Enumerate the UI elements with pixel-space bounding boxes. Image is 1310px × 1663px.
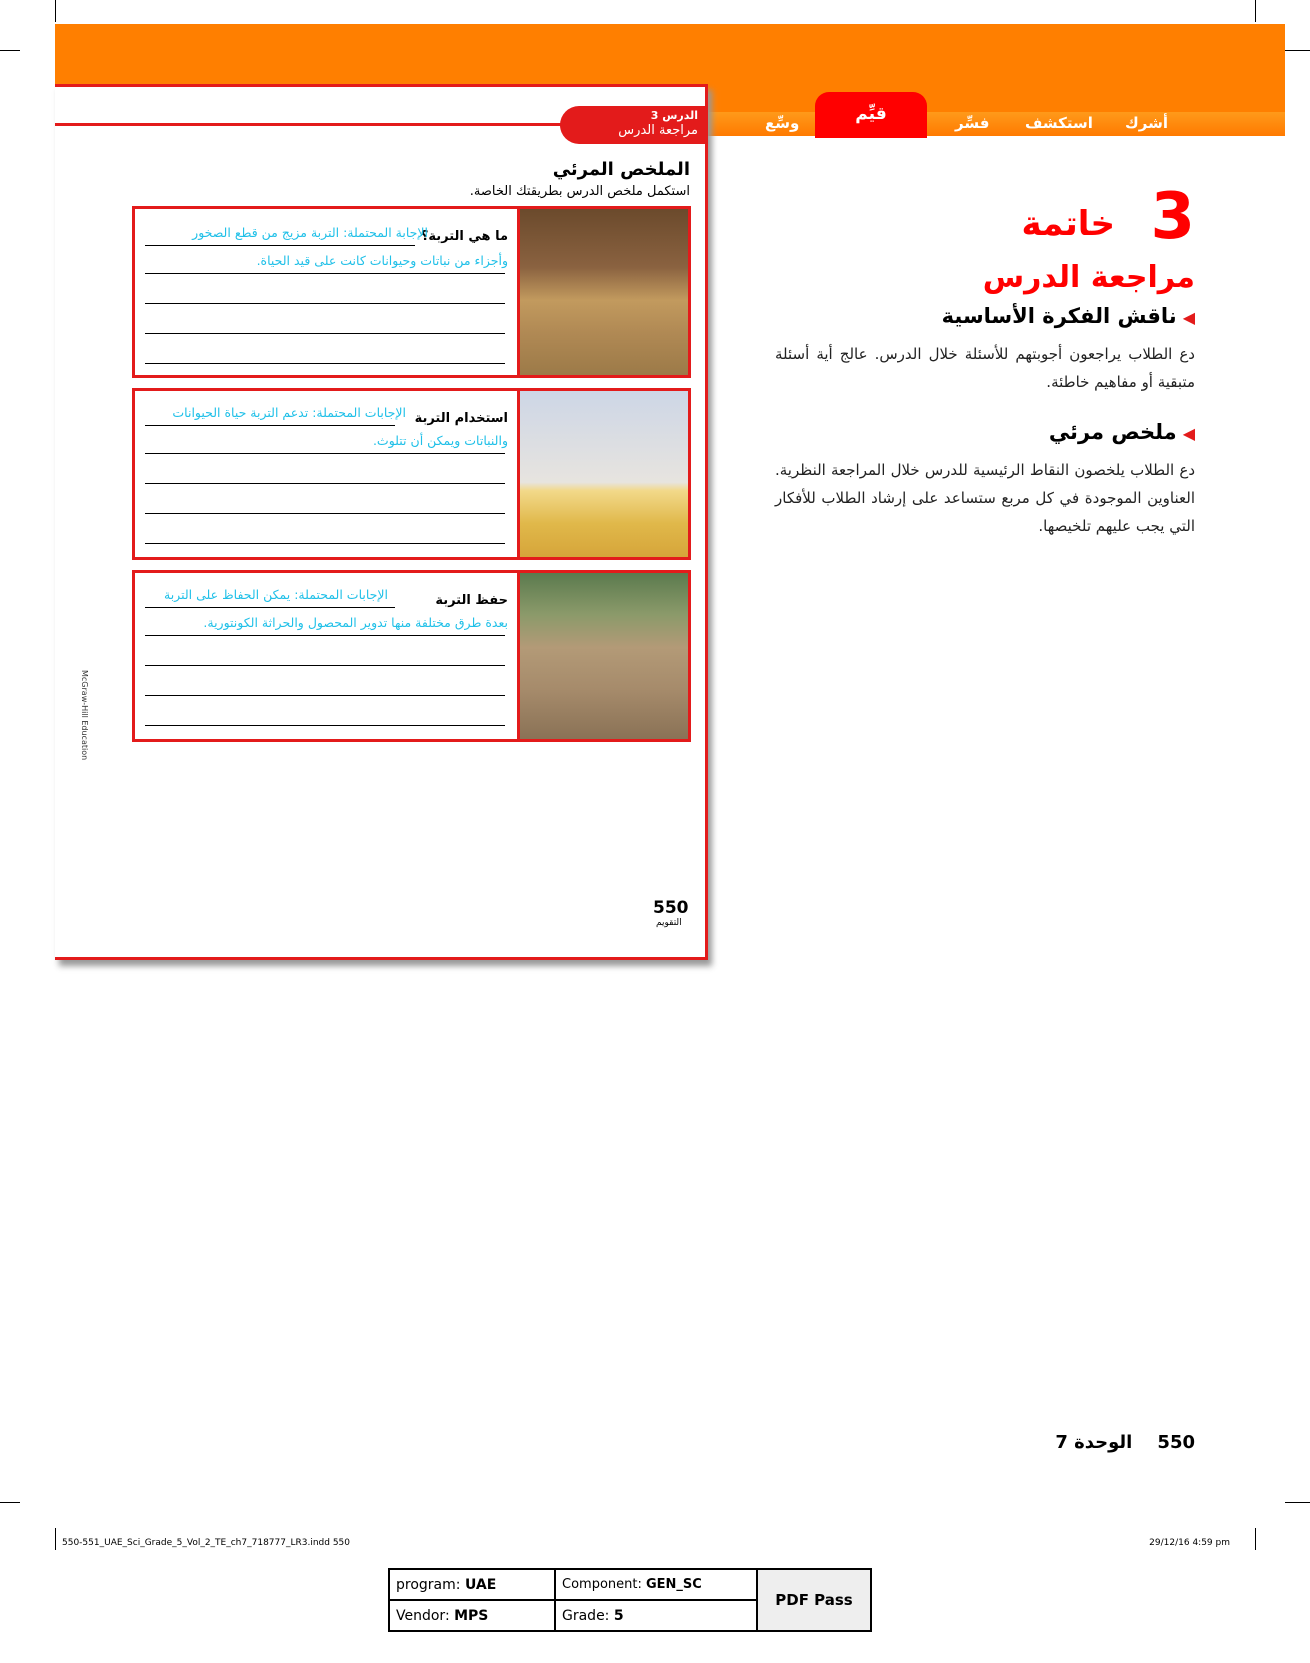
panel-question: استخدام التربة: [414, 411, 508, 426]
contour-farming-photo: [517, 573, 688, 739]
closing-number: 3: [1150, 180, 1195, 254]
slug-filename: 550-551_UAE_Sci_Grade_5_Vol_2_TE_ch7_718777_LR3.indd 550: [62, 1538, 350, 1548]
triangle-bullet-icon: ◀: [1182, 308, 1195, 327]
answer-line: [145, 483, 505, 484]
unit-footer: [1055, 1432, 1195, 1453]
answer-line: [145, 245, 415, 246]
crop-mark: [0, 1502, 20, 1503]
tab-elaborate[interactable]: وسِّع: [765, 114, 800, 132]
crop-mark: [1255, 1528, 1256, 1550]
crop-mark: [55, 0, 56, 22]
copyright-notice: McGraw-Hill Education: [80, 670, 89, 761]
slug-date: 29/12/16 4:59 pm: [1149, 1538, 1230, 1548]
section-paragraph-visual-summary: دع الطلاب يلخصون النقاط الرئيسية للدرس خلال المراجعة النظرية. العناوين الموجودة في كل مربع ستساعد على إرشاد الطلاب للأفكار التي يجب عليهم تلخيصها.: [775, 461, 1195, 535]
crop-mark: [1285, 1502, 1310, 1503]
vendor-cell: Vendor: MPS: [389, 1600, 555, 1631]
tab-explore[interactable]: استكشف: [1025, 114, 1093, 132]
triangle-bullet-icon: ◀: [1182, 424, 1195, 443]
program-cell: program: UAE: [389, 1569, 555, 1600]
answer-line: [145, 513, 505, 514]
pdf-pass-status: PDF Pass: [757, 1569, 871, 1631]
soil-roots-photo: [517, 209, 688, 375]
unit-footer-number: 550: [1157, 1432, 1195, 1453]
lesson-rule: [55, 123, 565, 126]
student-page-number: 550: [653, 898, 689, 918]
closing-label: خاتمة: [1021, 204, 1115, 244]
answer-line: [145, 273, 505, 274]
panel-answer-line1: الإجابة المحتملة: التربة مزيج من قطع الصخور: [192, 225, 428, 240]
panel-answer-line2: وأجزاء من نباتات وحيوانات كانت على قيد الحياة.: [256, 253, 508, 268]
student-page-label: التقويم: [656, 918, 682, 928]
tab-engage[interactable]: أشرك: [1125, 114, 1168, 132]
answer-line: [145, 333, 505, 334]
summary-panel-soil-use: [132, 388, 691, 560]
answer-line: [145, 725, 505, 726]
answer-line: [145, 425, 395, 426]
lesson-title: مراجعة الدرس: [618, 123, 698, 138]
answer-line: [145, 607, 395, 608]
answer-line: [145, 695, 505, 696]
review-title: مراجعة الدرس: [982, 260, 1195, 295]
section-heading-visual-summary: [1049, 420, 1195, 444]
grade-cell: Grade: 5: [555, 1600, 757, 1631]
summary-panel-soil: [132, 206, 691, 378]
answer-line: [145, 543, 505, 544]
component-cell: Component: GEN_SC: [555, 1569, 757, 1600]
visual-summary-title: الملخص المرئي: [552, 159, 690, 180]
answer-line: [145, 453, 505, 454]
tab-evaluate[interactable]: قيِّم: [815, 92, 927, 138]
panel-answer-line2: والنباتات ويمكن أن تتلوث.: [372, 433, 508, 448]
crop-mark: [0, 50, 20, 51]
crop-duster-photo: [517, 391, 688, 557]
panel-answer-line1: الإجابات المحتملة: يمكن الحفاظ على التربة: [164, 587, 388, 602]
tab-explain[interactable]: فسِّر: [955, 114, 990, 132]
panel-question: حفظ التربة: [435, 593, 508, 608]
panel-answer-line1: الإجابات المحتملة: تدعم التربة حياة الحيوانات: [172, 405, 406, 420]
crop-mark: [1255, 0, 1256, 22]
production-info-table: [388, 1568, 872, 1632]
answer-line: [145, 363, 505, 364]
answer-line: [145, 303, 505, 304]
section-heading-text: ملخص مرئي: [1048, 420, 1177, 444]
section-heading-text: ناقش الفكرة الأساسية: [941, 304, 1177, 328]
visual-summary-subtitle: استكمل ملخص الدرس بطريقتك الخاصة.: [469, 184, 690, 199]
lesson-number: الدرس 3: [650, 109, 698, 122]
panel-answer-line2: بعدة طرق مختلفة منها تدوير المحصول والحراثة الكونتورية.: [203, 615, 508, 630]
answer-line: [145, 635, 505, 636]
section-heading-main-idea: [942, 304, 1195, 328]
panel-question: ما هي التربة؟: [420, 229, 508, 244]
answer-line: [145, 665, 505, 666]
crop-mark: [55, 1528, 56, 1550]
summary-panel-soil-conservation: [132, 570, 691, 742]
crop-mark: [1285, 50, 1310, 51]
lesson-tab: [560, 106, 708, 144]
section-paragraph-main-idea: دع الطلاب يراجعون أجوبتهم للأسئلة خلال الدرس. عالج أية أسئلة متبقية أو مفاهيم خاطئة.: [775, 345, 1195, 391]
unit-footer-label: الوحدة 7: [1055, 1432, 1133, 1453]
